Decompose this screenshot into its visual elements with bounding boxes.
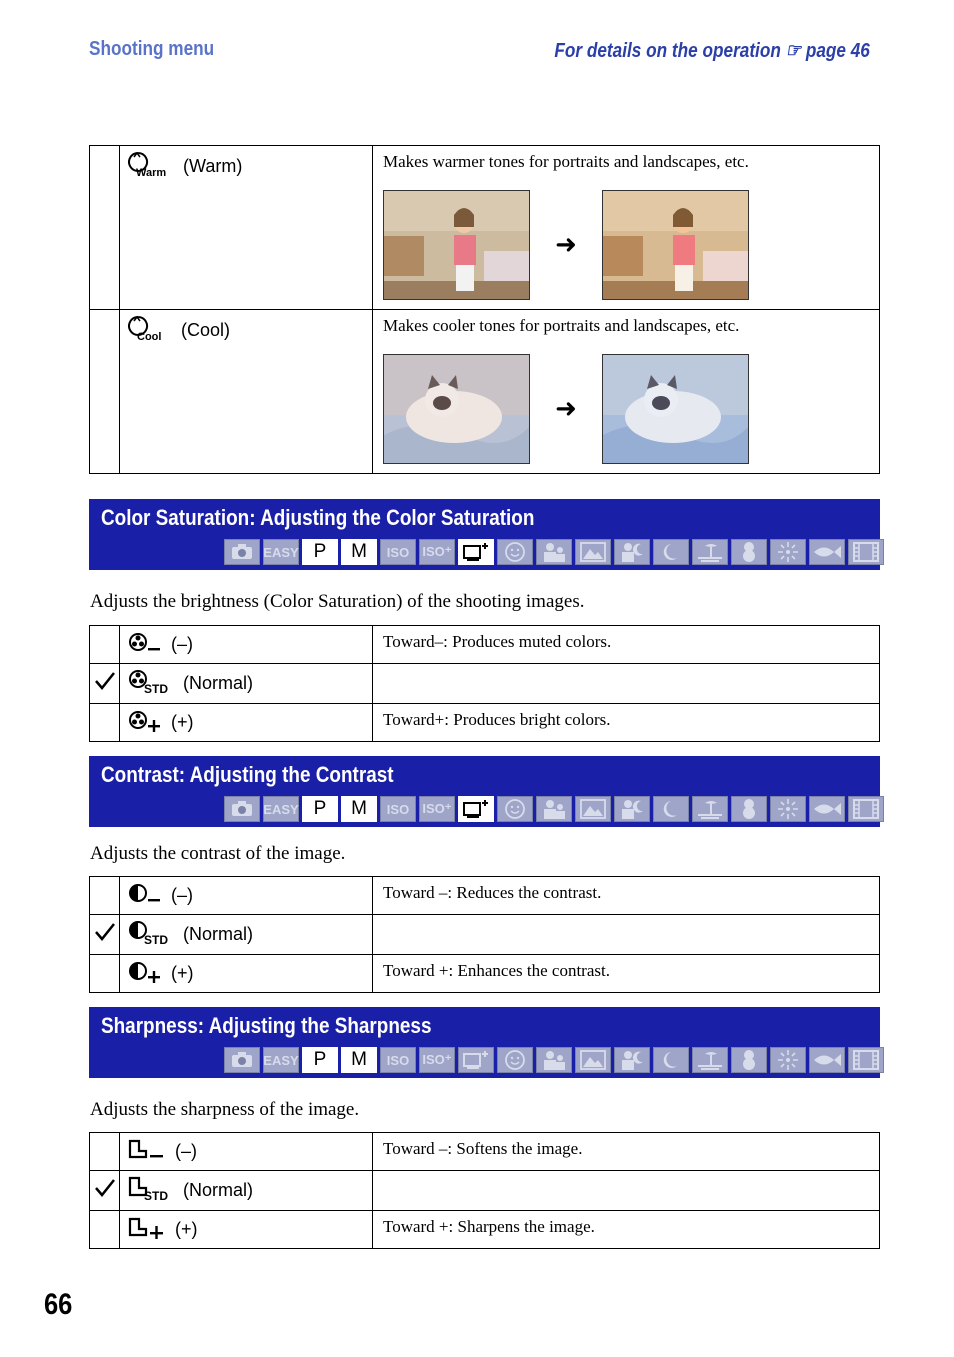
- svg-text:STD: STD: [144, 1189, 168, 1201]
- saturation-table: [89, 625, 880, 742]
- contrast-table: [89, 876, 880, 993]
- description-cell: Toward–: Produces muted colors.: [373, 626, 880, 664]
- before-photo: [383, 190, 530, 300]
- photo-comparison: [383, 354, 869, 464]
- mode-fish-icon: [809, 796, 845, 822]
- section-intro: Adjusts the contrast of the image.: [90, 843, 346, 864]
- mode-iso-icon: ISO: [380, 1047, 416, 1073]
- description-cell: Toward+: Produces bright colors.: [373, 704, 880, 742]
- mode-icon-row: [224, 539, 884, 565]
- description-cell: [373, 915, 880, 955]
- description-cell: Toward +: Sharpens the image.: [373, 1211, 880, 1249]
- table-row: [90, 955, 880, 993]
- mode-fish-icon: [809, 1047, 845, 1073]
- table-row: [90, 664, 880, 704]
- option-cell: [120, 915, 373, 955]
- saturation-section-header: [89, 499, 880, 570]
- mode-easy-icon: EASY: [263, 1047, 299, 1073]
- mode-snow-icon: [731, 539, 767, 565]
- table-row: [90, 1133, 880, 1171]
- mode-smile-icon: [497, 539, 533, 565]
- mode-twilight-portrait-icon: [614, 1047, 650, 1073]
- mode-snow-icon: [731, 1047, 767, 1073]
- option-label: (+): [175, 1219, 198, 1239]
- mode-m-icon: M: [341, 539, 377, 565]
- check-cell: [90, 1211, 120, 1249]
- check-cell: [90, 704, 120, 742]
- mode-smile-icon: [497, 796, 533, 822]
- mode-fireworks-icon: [770, 1047, 806, 1073]
- mode-iso-plus-icon: ISO⁺: [419, 539, 455, 565]
- mode-iso-plus-icon: ISO⁺: [419, 1047, 455, 1073]
- mode-iso-plus-icon: ISO⁺: [419, 796, 455, 822]
- mode-twilight-portrait-icon: [614, 796, 650, 822]
- mode-fish-icon: [809, 539, 845, 565]
- table-row: [90, 704, 880, 742]
- mode-movie-icon: [848, 1047, 884, 1073]
- table-row: [90, 146, 880, 310]
- mode-icon-row: [224, 1047, 884, 1073]
- mode-twilight-icon: [653, 796, 689, 822]
- description-cell: Toward –: Reduces the contrast.: [373, 877, 880, 915]
- description-text: Makes cooler tones for portraits and landscapes, etc.: [383, 316, 740, 335]
- mode-landscape-icon: [575, 1047, 611, 1073]
- description-text: Makes warmer tones for portraits and landscapes, etc.: [383, 152, 749, 171]
- mode-camera-icon: [224, 796, 260, 822]
- option-label: (Warm): [183, 156, 243, 176]
- section-intro: Adjusts the sharpness of the image.: [90, 1099, 360, 1120]
- section-title: Sharpness: Adjusting the Sharpness: [101, 1013, 432, 1038]
- checkmark-icon: [94, 671, 116, 691]
- contrast-plus-icon: [128, 959, 162, 988]
- sharpness-table: [89, 1132, 880, 1249]
- option-label: (–): [171, 634, 194, 654]
- check-cell: [90, 877, 120, 915]
- mode-beach-icon: [692, 539, 728, 565]
- svg-text:STD: STD: [144, 933, 168, 945]
- mode-frame-icon: [458, 1047, 494, 1073]
- after-photo: [602, 190, 749, 300]
- option-cell: [120, 877, 373, 915]
- section-header: Shooting menu: [89, 38, 215, 60]
- table-row: [90, 915, 880, 955]
- saturation-std-icon: [128, 668, 174, 699]
- mode-movie-icon: [848, 796, 884, 822]
- svg-text:Cool: Cool: [137, 331, 162, 342]
- saturation-minus-icon: [128, 630, 162, 659]
- option-label: (Normal): [183, 1180, 254, 1200]
- contrast-std-icon: [128, 919, 174, 950]
- option-label: (Cool): [181, 320, 231, 340]
- description-cell: Toward +: Enhances the contrast.: [373, 955, 880, 993]
- mode-camera-icon: [224, 539, 260, 565]
- mode-snow-icon: [731, 796, 767, 822]
- checkmark-icon: [94, 1178, 116, 1198]
- svg-text:Warm: Warm: [136, 167, 167, 178]
- description-cell: [373, 146, 880, 310]
- sharpness-minus-icon: [128, 1137, 166, 1166]
- photo-comparison: [383, 190, 869, 300]
- sharpness-section-header: [89, 1007, 880, 1078]
- mode-easy-icon: EASY: [263, 539, 299, 565]
- option-cell: [120, 704, 373, 742]
- check-cell: [90, 955, 120, 993]
- option-label: (Normal): [183, 673, 254, 693]
- check-cell: [90, 664, 120, 704]
- table-row: [90, 310, 880, 474]
- mode-iso-icon: ISO: [380, 796, 416, 822]
- svg-text:STD: STD: [144, 682, 168, 694]
- mode-portrait-pair-icon: [536, 539, 572, 565]
- section-intro: Adjusts the brightness (Color Saturation) of the shooting images.: [90, 591, 585, 612]
- cool-icon: [128, 314, 172, 347]
- mode-icon-row: [224, 796, 884, 822]
- sharpness-plus-icon: [128, 1215, 166, 1244]
- check-cell: [90, 146, 120, 310]
- before-photo: [383, 354, 530, 464]
- white-balance-table: [89, 145, 880, 474]
- mode-camera-icon: [224, 1047, 260, 1073]
- mode-beach-icon: [692, 1047, 728, 1073]
- table-row: [90, 626, 880, 664]
- mode-frame-icon: [458, 539, 494, 565]
- saturation-plus-icon: [128, 708, 162, 737]
- details-reference: For details on the operation ☞ page 46: [554, 40, 870, 62]
- description-cell: [373, 1171, 880, 1211]
- mode-smile-icon: [497, 1047, 533, 1073]
- contrast-section-header: [89, 756, 880, 827]
- mode-m-icon: M: [341, 1047, 377, 1073]
- mode-landscape-icon: [575, 539, 611, 565]
- check-cell: [90, 915, 120, 955]
- option-cell: [120, 1133, 373, 1171]
- mode-twilight-portrait-icon: [614, 539, 650, 565]
- mode-landscape-icon: [575, 796, 611, 822]
- option-label: (+): [171, 712, 194, 732]
- option-label: (–): [175, 1141, 198, 1161]
- option-cell: [120, 1211, 373, 1249]
- checkmark-icon: [94, 922, 116, 942]
- mode-portrait-pair-icon: [536, 1047, 572, 1073]
- contrast-minus-icon: [128, 881, 162, 910]
- option-cell: [120, 1171, 373, 1211]
- mode-frame-icon: [458, 796, 494, 822]
- option-cell: [120, 146, 373, 310]
- after-photo: [602, 354, 749, 464]
- option-label: (Normal): [183, 924, 254, 944]
- mode-twilight-icon: [653, 539, 689, 565]
- option-cell: [120, 955, 373, 993]
- option-cell: [120, 664, 373, 704]
- check-cell: [90, 1133, 120, 1171]
- warm-icon: [128, 150, 174, 183]
- table-row: [90, 1171, 880, 1211]
- option-label: (–): [171, 885, 194, 905]
- check-cell: [90, 310, 120, 474]
- check-cell: [90, 626, 120, 664]
- mode-easy-icon: EASY: [263, 796, 299, 822]
- check-cell: [90, 1171, 120, 1211]
- mode-movie-icon: [848, 539, 884, 565]
- page-number: 66: [44, 1288, 73, 1321]
- arrow-icon: ➜: [555, 394, 577, 424]
- table-row: [90, 1211, 880, 1249]
- mode-m-icon: M: [341, 796, 377, 822]
- table-row: [90, 877, 880, 915]
- section-title: Color Saturation: Adjusting the Color Saturation: [101, 505, 535, 530]
- sharpness-std-icon: [128, 1175, 174, 1206]
- mode-fireworks-icon: [770, 539, 806, 565]
- mode-iso-icon: ISO: [380, 539, 416, 565]
- mode-twilight-icon: [653, 1047, 689, 1073]
- mode-portrait-pair-icon: [536, 796, 572, 822]
- option-cell: [120, 310, 373, 474]
- description-cell: [373, 664, 880, 704]
- mode-p-icon: P: [302, 539, 338, 565]
- arrow-icon: ➜: [555, 230, 577, 260]
- mode-p-icon: P: [302, 1047, 338, 1073]
- option-cell: [120, 626, 373, 664]
- description-cell: Toward –: Softens the image.: [373, 1133, 880, 1171]
- description-cell: [373, 310, 880, 474]
- option-label: (+): [171, 963, 194, 983]
- section-title: Contrast: Adjusting the Contrast: [101, 762, 394, 787]
- mode-fireworks-icon: [770, 796, 806, 822]
- mode-beach-icon: [692, 796, 728, 822]
- mode-p-icon: P: [302, 796, 338, 822]
